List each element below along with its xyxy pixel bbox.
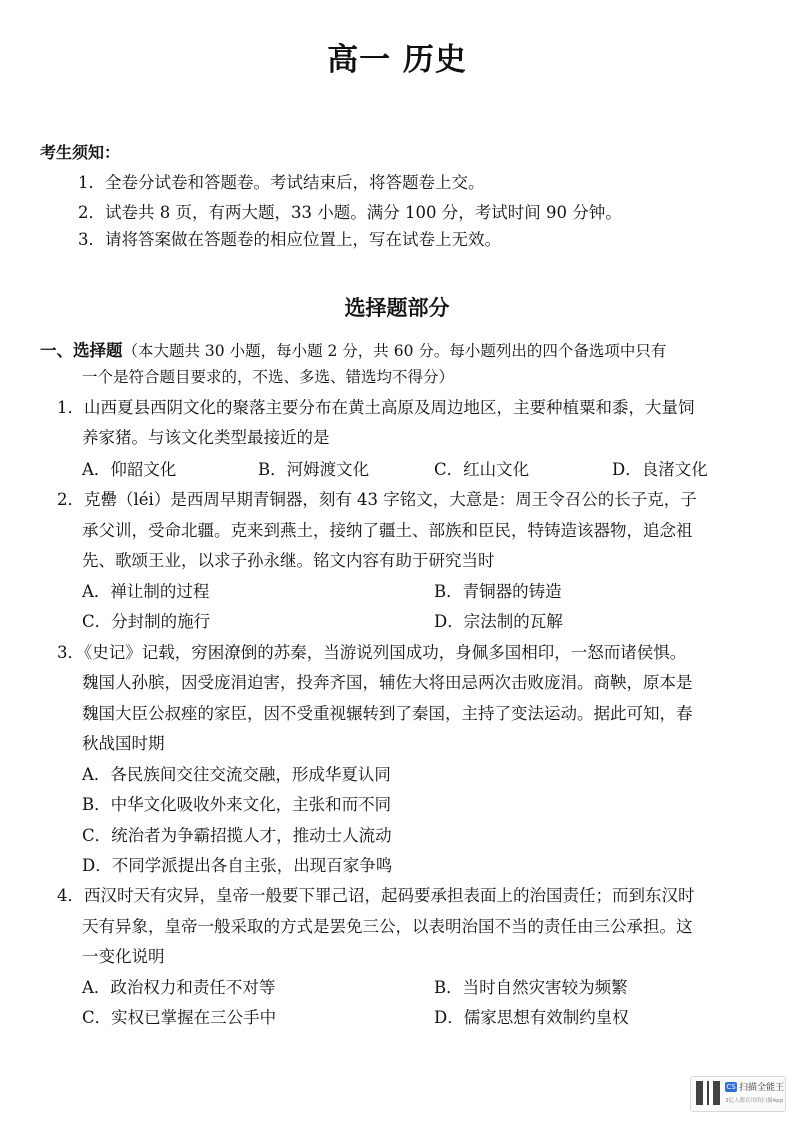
question-3-line: 3．《史记》记载，穷困潦倒的苏秦，当游说列国成功，身佩多国相印，一怒而诸侯惧。 <box>57 643 687 662</box>
question-4-option-d: D．儒家思想有效制约皇权 <box>434 1008 629 1027</box>
question-1-line: 1．山西夏县西阴文化的聚落主要分布在黄土高原及周边地区，主要种植粟和黍，大量饲 <box>57 398 695 417</box>
question-4-option-a: A．政治权力和责任不对等 <box>82 978 276 997</box>
question-4-option-c: C．实权已掌握在三公手中 <box>82 1008 277 1027</box>
question-2-option-b: B．青铜器的铸造 <box>434 582 562 601</box>
question-1-option-c: C．红山文化 <box>434 460 530 479</box>
notice-item: 3．请将答案做在答题卷的相应位置上，写在试卷上无效。 <box>78 230 501 249</box>
question-3-option-c: C．统治者为争霸招揽人才，推动士人流动 <box>82 826 392 845</box>
part-heading <box>40 341 666 361</box>
question-1-option-a: A．仰韶文化 <box>82 460 177 479</box>
question-2-line: 先、歌颂王业，以求子孙永继。铭文内容有助于研究当时 <box>82 551 495 570</box>
question-1-line: 养家猪。与该文化类型最接近的是 <box>82 428 330 447</box>
qr-code-icon <box>696 1081 720 1105</box>
scanner-slogan: 3亿人都在用的扫描App <box>725 1098 784 1104</box>
question-2-line: 2．克罍（léi）是西周早期青铜器，刻有 43 字铭文，大意是：周王令召公的长子克，子 <box>57 490 697 509</box>
part-description: （本大题共 30 小题，每小题 2 分，共 60 分。每小题列出的四个备选项中只有 <box>122 342 667 360</box>
question-2-line: 承父训，受命北疆。克来到燕土，接纳了疆土、部族和臣民，特铸造该器物，追念祖 <box>82 521 693 540</box>
question-4-line: 一变化说明 <box>82 947 165 966</box>
notice-item: 2．试卷共 8 页，有两大题，33 小题。满分 100 分，考试时间 90 分钟。 <box>78 203 622 222</box>
question-2-option-c: C．分封制的施行 <box>82 612 211 631</box>
scanner-app-name: 扫描全能王 <box>739 1083 785 1093</box>
question-2-option-d: D．宗法制的瓦解 <box>434 612 563 631</box>
part-label: 一、选择题 <box>40 341 123 360</box>
question-4-line: 4．西汉时天有灾异，皇帝一般要下罪己诏，起码要承担表面上的治国责任；而到东汉时 <box>57 886 695 905</box>
question-3-option-d: D．不同学派提出各自主张，出现百家争鸣 <box>82 856 393 875</box>
question-3-option-a: A．各民族间交往交流交融，形成华夏认同 <box>82 765 391 784</box>
question-2-option-a: A．禅让制的过程 <box>82 582 210 601</box>
notice-heading: 考生须知： <box>40 143 121 162</box>
question-4-line: 天有异象，皇帝一般采取的方式是罢免三公，以表明治国不当的责任由三公承担。这 <box>82 917 693 936</box>
section-title: 选择题部分 <box>344 296 450 320</box>
question-1-option-b: B．河姆渡文化 <box>258 460 370 479</box>
question-1-option-d: D．良渚文化 <box>612 460 708 479</box>
page-title: 高一 历史 <box>327 42 467 78</box>
part-description-cont: 一个是符合题目要求的，不选、多选、错选均不得分） <box>82 368 455 386</box>
question-3-line: 魏国人孙膑，因受庞涓迫害，投奔齐国，辅佐大将田忌两次击败庞涓。商鞅，原本是 <box>82 673 693 692</box>
scanner-watermark <box>690 1076 786 1112</box>
question-4-option-b: B．当时自然灾害较为频繁 <box>434 978 628 997</box>
notice-item: 1．全卷分试卷和答题卷。考试结束后，将答题卷上交。 <box>78 173 485 192</box>
scanner-logo-icon: CS <box>726 1083 736 1091</box>
question-3-option-b: B．中华文化吸收外来文化，主张和而不同 <box>82 795 392 814</box>
question-3-line: 秋战国时期 <box>82 734 165 753</box>
question-3-line: 魏国大臣公叔痤的家臣，因不受重视辗转到了秦国，主持了变法运动。据此可知，春 <box>82 704 693 723</box>
